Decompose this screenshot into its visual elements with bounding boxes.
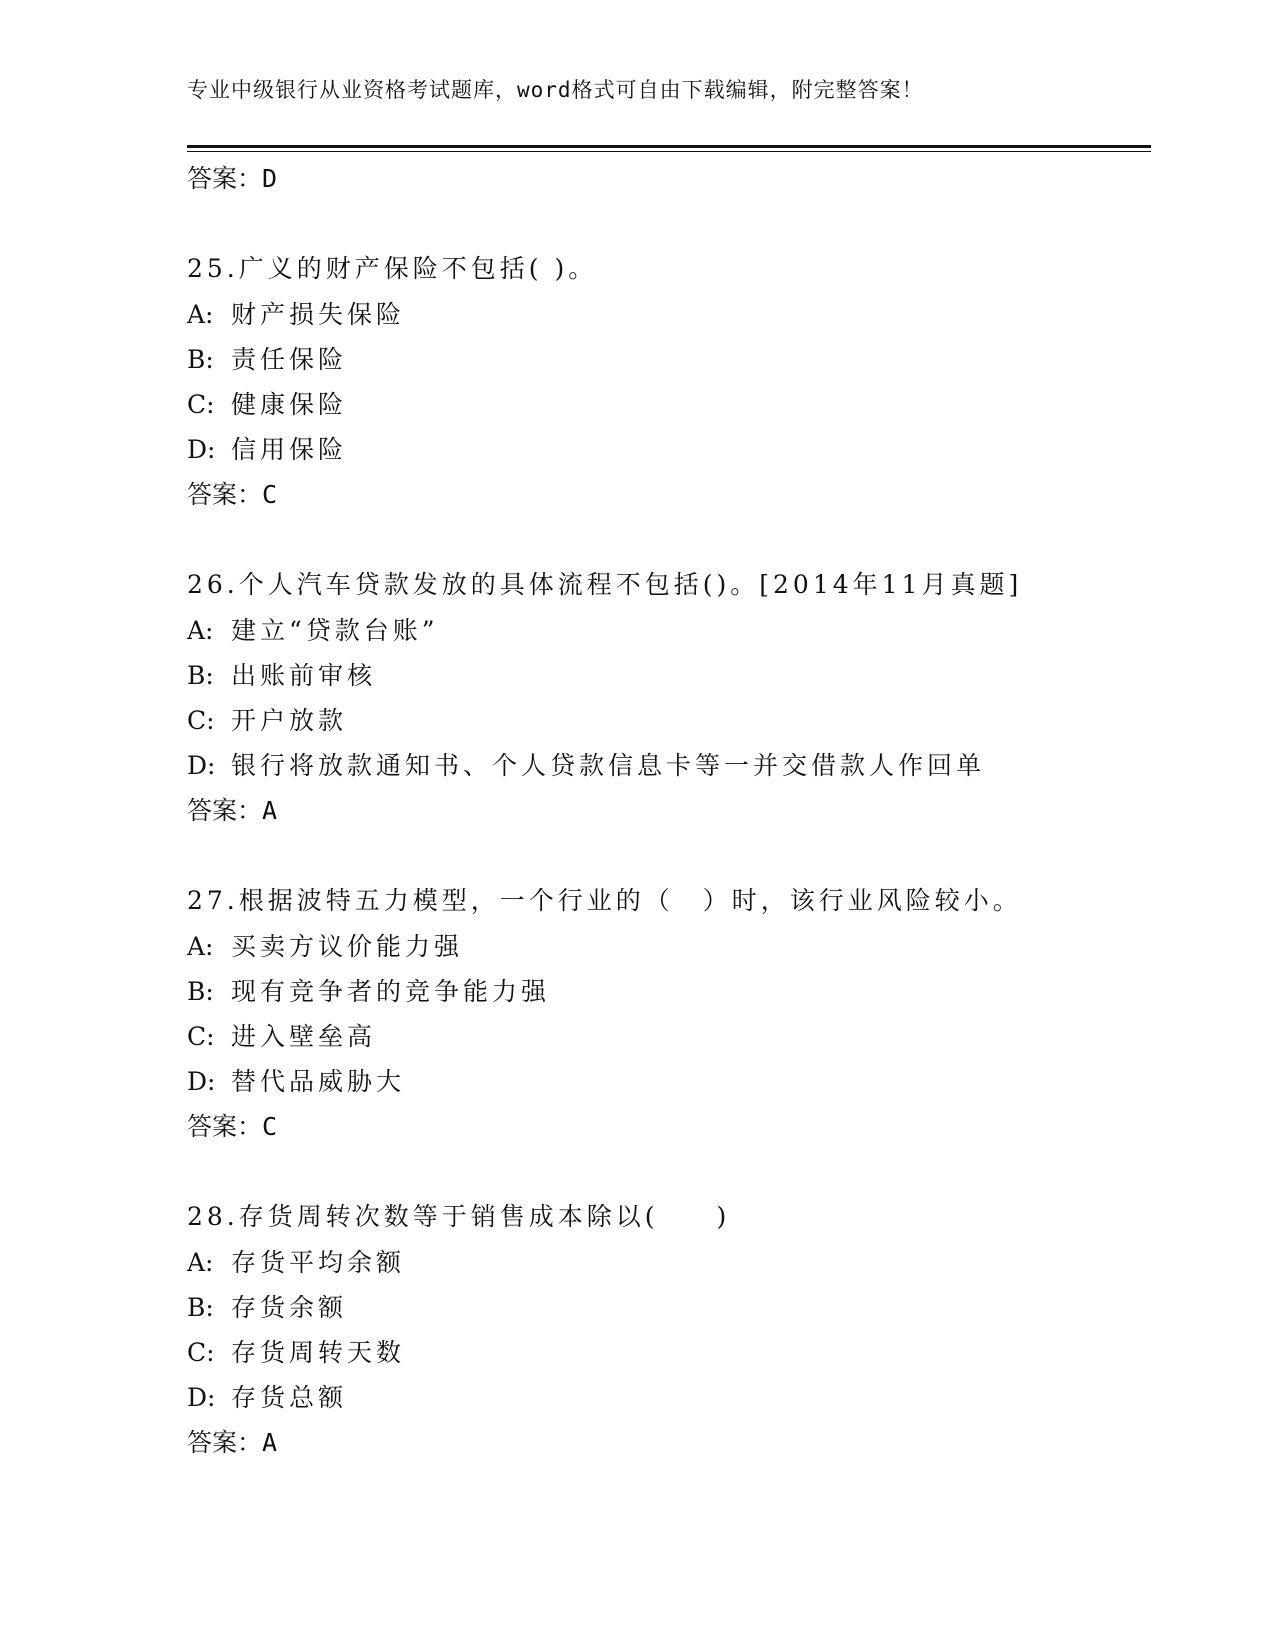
answer-value: A <box>262 796 278 825</box>
answer-value: C <box>262 480 278 509</box>
option-d <box>187 1375 1151 1420</box>
option-c <box>187 1014 1151 1059</box>
option-a <box>187 924 1151 969</box>
answer-label: 答案： <box>187 164 263 193</box>
option-text: 健康保险 <box>231 390 348 419</box>
option-text: 建立“贷款台账” <box>231 616 439 645</box>
option-d <box>187 743 1151 788</box>
option-c <box>187 698 1151 743</box>
question-answer <box>187 472 1151 518</box>
option-letter: C: <box>187 390 215 419</box>
question-block <box>187 878 1151 1150</box>
option-text: 存货周转天数 <box>231 1338 406 1367</box>
option-letter: A: <box>187 932 214 961</box>
option-letter: A: <box>187 300 214 329</box>
option-letter: A: <box>187 1248 214 1277</box>
option-c <box>187 1330 1151 1375</box>
option-a <box>187 292 1151 337</box>
option-letter: D: <box>187 751 216 780</box>
answer-label: 答案： <box>187 480 263 509</box>
option-d <box>187 1059 1151 1104</box>
option-text: 进入壁垒高 <box>231 1022 377 1051</box>
question-stem: 25.广义的财产保险不包括( )。 <box>187 254 598 283</box>
option-b <box>187 653 1151 698</box>
option-letter: C: <box>187 1022 215 1051</box>
option-a <box>187 1240 1151 1285</box>
option-text: 责任保险 <box>231 345 348 374</box>
option-text: 现有竞争者的竞争能力强 <box>231 977 551 1006</box>
option-b <box>187 969 1151 1014</box>
option-letter: B: <box>187 345 214 374</box>
answer-value: A <box>262 1428 278 1457</box>
answer-label: 答案： <box>187 1112 263 1141</box>
option-letter: D: <box>187 1067 216 1096</box>
question-stem: 26.个人汽车贷款发放的具体流程不包括()。[2014年11月真题] <box>187 570 1023 599</box>
option-a <box>187 608 1151 653</box>
option-letter: B: <box>187 661 214 690</box>
answer-value: D <box>262 164 278 193</box>
option-text: 出账前审核 <box>231 661 377 690</box>
option-d <box>187 427 1151 472</box>
option-text: 替代品威胁大 <box>231 1067 406 1096</box>
question-block <box>187 562 1151 834</box>
option-letter: C: <box>187 706 215 735</box>
question-answer <box>187 788 1151 834</box>
page-header: 专业中级银行从业资格考试题库，word格式可自由下载编辑，附完整答案！ <box>187 78 924 102</box>
option-text: 存货平均余额 <box>231 1248 406 1277</box>
question-stem: 28.存货周转次数等于销售成本除以( ) <box>187 1202 731 1231</box>
question-answer <box>187 1420 1151 1466</box>
header-rule-thin <box>187 151 1151 152</box>
answer-value: C <box>262 1112 278 1141</box>
answer-label: 答案： <box>187 1428 263 1457</box>
option-text: 开户放款 <box>231 706 348 735</box>
previous-answer <box>187 156 1151 202</box>
option-letter: B: <box>187 977 214 1006</box>
option-text: 银行将放款通知书、个人贷款信息卡等一并交借款人作回单 <box>231 751 986 780</box>
question-block <box>187 246 1151 518</box>
header-rule-thick <box>187 145 1151 148</box>
option-text: 存货余额 <box>231 1293 348 1322</box>
option-text: 财产损失保险 <box>231 300 406 329</box>
option-text: 信用保险 <box>231 435 348 464</box>
answer-label: 答案： <box>187 796 263 825</box>
option-letter: B: <box>187 1293 214 1322</box>
question-block <box>187 1194 1151 1466</box>
option-letter: D: <box>187 435 216 464</box>
option-b <box>187 337 1151 382</box>
question-answer <box>187 1104 1151 1150</box>
option-letter: D: <box>187 1383 216 1412</box>
question-list <box>187 156 1151 1466</box>
option-text: 买卖方议价能力强 <box>231 932 464 961</box>
option-b <box>187 1285 1151 1330</box>
option-letter: C: <box>187 1338 215 1367</box>
question-stem: 27.根据波特五力模型，一个行业的（ ）时，该行业风险较小。 <box>187 886 1022 915</box>
option-c <box>187 382 1151 427</box>
option-letter: A: <box>187 616 214 645</box>
option-text: 存货总额 <box>231 1383 348 1412</box>
